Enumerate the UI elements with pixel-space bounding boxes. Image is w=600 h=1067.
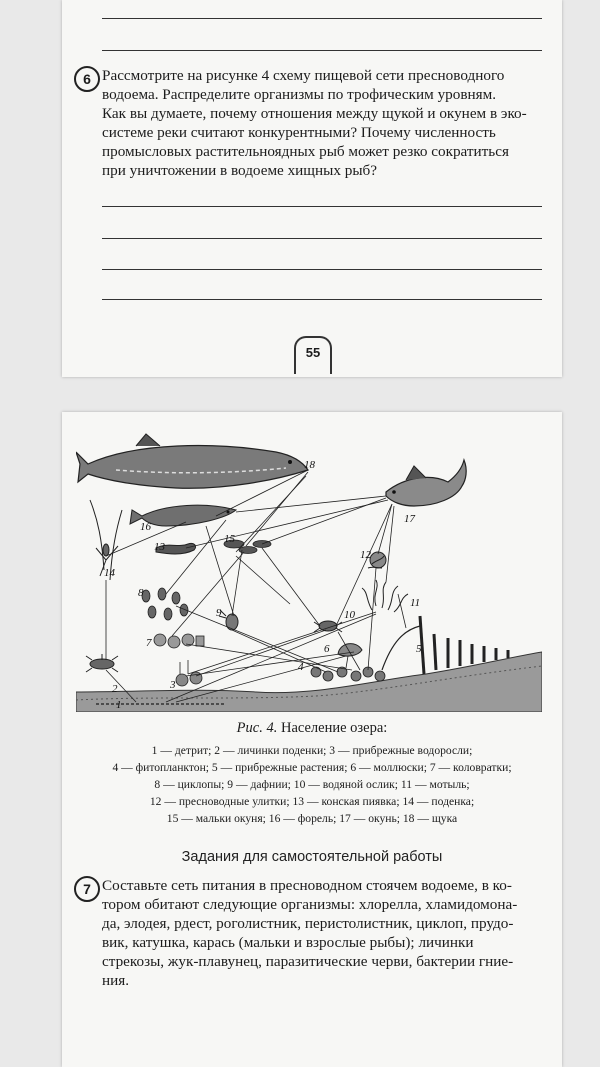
task-7-text xyxy=(102,876,546,990)
mayfly-larvae-illustration xyxy=(86,654,118,672)
legend-line: 4 — фитопланктон; 5 — прибрежные растения; 6 — моллюски; 7 — коловратки; xyxy=(112,761,512,774)
figure-caption-text: Население озера: xyxy=(277,720,388,736)
task-7-line: стрекозы, жук-плавунец, паразитические черви, бактерии гние- xyxy=(102,953,514,970)
task-6-line: промысловых растительноядных рыб может резко сократиться xyxy=(102,143,509,160)
perch-illustration xyxy=(386,460,466,506)
pike-illustration xyxy=(76,434,308,488)
fig-label-10: 10 xyxy=(344,609,355,621)
food-web-figure xyxy=(76,430,542,712)
fig-label-1: 1 xyxy=(116,699,122,711)
task-7-line: вик, катушка, карась (мальки и взрослые рыбы); личинки xyxy=(102,934,474,951)
fig-label-12: 12 xyxy=(360,549,371,561)
fig-label-3: 3 xyxy=(170,679,176,691)
food-web-arrows xyxy=(106,470,406,702)
task-7-number: 7 xyxy=(74,876,100,902)
fig-label-2: 2 xyxy=(112,683,118,695)
legend-line: 1 — детрит; 2 — личинки поденки; 3 — прибрежные водоросли; xyxy=(151,744,473,757)
task-6-line: Как вы думаете, почему отношения между щукой и окунем в эко- xyxy=(102,105,527,122)
figure-caption-prefix: Рис. 4. xyxy=(236,720,278,736)
answer-line xyxy=(102,18,542,19)
legend-line: 8 — циклопы; 9 — дафнии; 10 — водяной ослик; 11 — мотыль; xyxy=(154,778,470,791)
fig-label-11: 11 xyxy=(410,597,421,609)
fig-label-9: 9 xyxy=(216,607,222,619)
fig-label-6: 6 xyxy=(324,643,330,655)
fig-label-5: 5 xyxy=(416,643,422,655)
figure-legend xyxy=(62,742,562,827)
food-web-illustration xyxy=(76,430,542,712)
cyclops-illustration xyxy=(142,588,188,620)
workbook-page-bottom xyxy=(62,412,562,1067)
fig-label-13: 13 xyxy=(154,541,165,553)
figure-caption-title xyxy=(62,720,562,737)
fig-label-14: 14 xyxy=(104,567,115,579)
task-7-line: тором обитают следующие организмы: хлорелла, хламидомона- xyxy=(102,896,518,913)
answer-line xyxy=(102,299,542,300)
legend-line: 12 — пресноводные улитки; 13 — конская пиявка; 14 — поденка; xyxy=(149,795,475,808)
task-6-line: системе реки считают конкурентными? Почему численность xyxy=(102,124,496,141)
fig-label-18: 18 xyxy=(304,459,315,471)
legend-line: 15 — мальки окуня; 16 — форель; 17 — окунь; 18 — щука xyxy=(166,812,458,825)
fig-label-8: 8 xyxy=(138,587,144,599)
answer-line xyxy=(102,50,542,51)
fig-label-15: 15 xyxy=(224,533,235,545)
task-6-line: Рассмотрите на рисунке 4 схему пищевой сети пресноводного xyxy=(102,67,505,84)
task-6-text xyxy=(102,66,546,180)
task-7-line: да, элодея, рдест, роголистник, перистолистник, циклоп, прудо- xyxy=(102,915,514,932)
task-7-line: ния. xyxy=(102,972,130,989)
task-6-line: при уничтожении в водоеме хищных рыб? xyxy=(102,162,377,179)
fig-label-4: 4 xyxy=(298,661,304,673)
answer-line xyxy=(102,238,542,239)
fig-label-17: 17 xyxy=(404,513,415,525)
mollusk-illustration xyxy=(338,644,362,656)
task-6-number: 6 xyxy=(74,66,100,92)
answer-line xyxy=(102,269,542,270)
answer-line xyxy=(102,206,542,207)
coastal-algae-illustration xyxy=(176,660,202,686)
fig-label-16: 16 xyxy=(140,521,151,533)
page-number: 55 xyxy=(294,336,332,374)
task-7-line: Составьте сеть питания в пресноводном стоячем водоеме, в ко- xyxy=(102,877,512,894)
section-heading: Задания для самостоятельной работы xyxy=(181,849,443,865)
task-6-line: водоема. Распределите организмы по трофическим уровням. xyxy=(102,86,497,103)
fig-label-7: 7 xyxy=(146,637,152,649)
workbook-page-top xyxy=(62,0,562,377)
